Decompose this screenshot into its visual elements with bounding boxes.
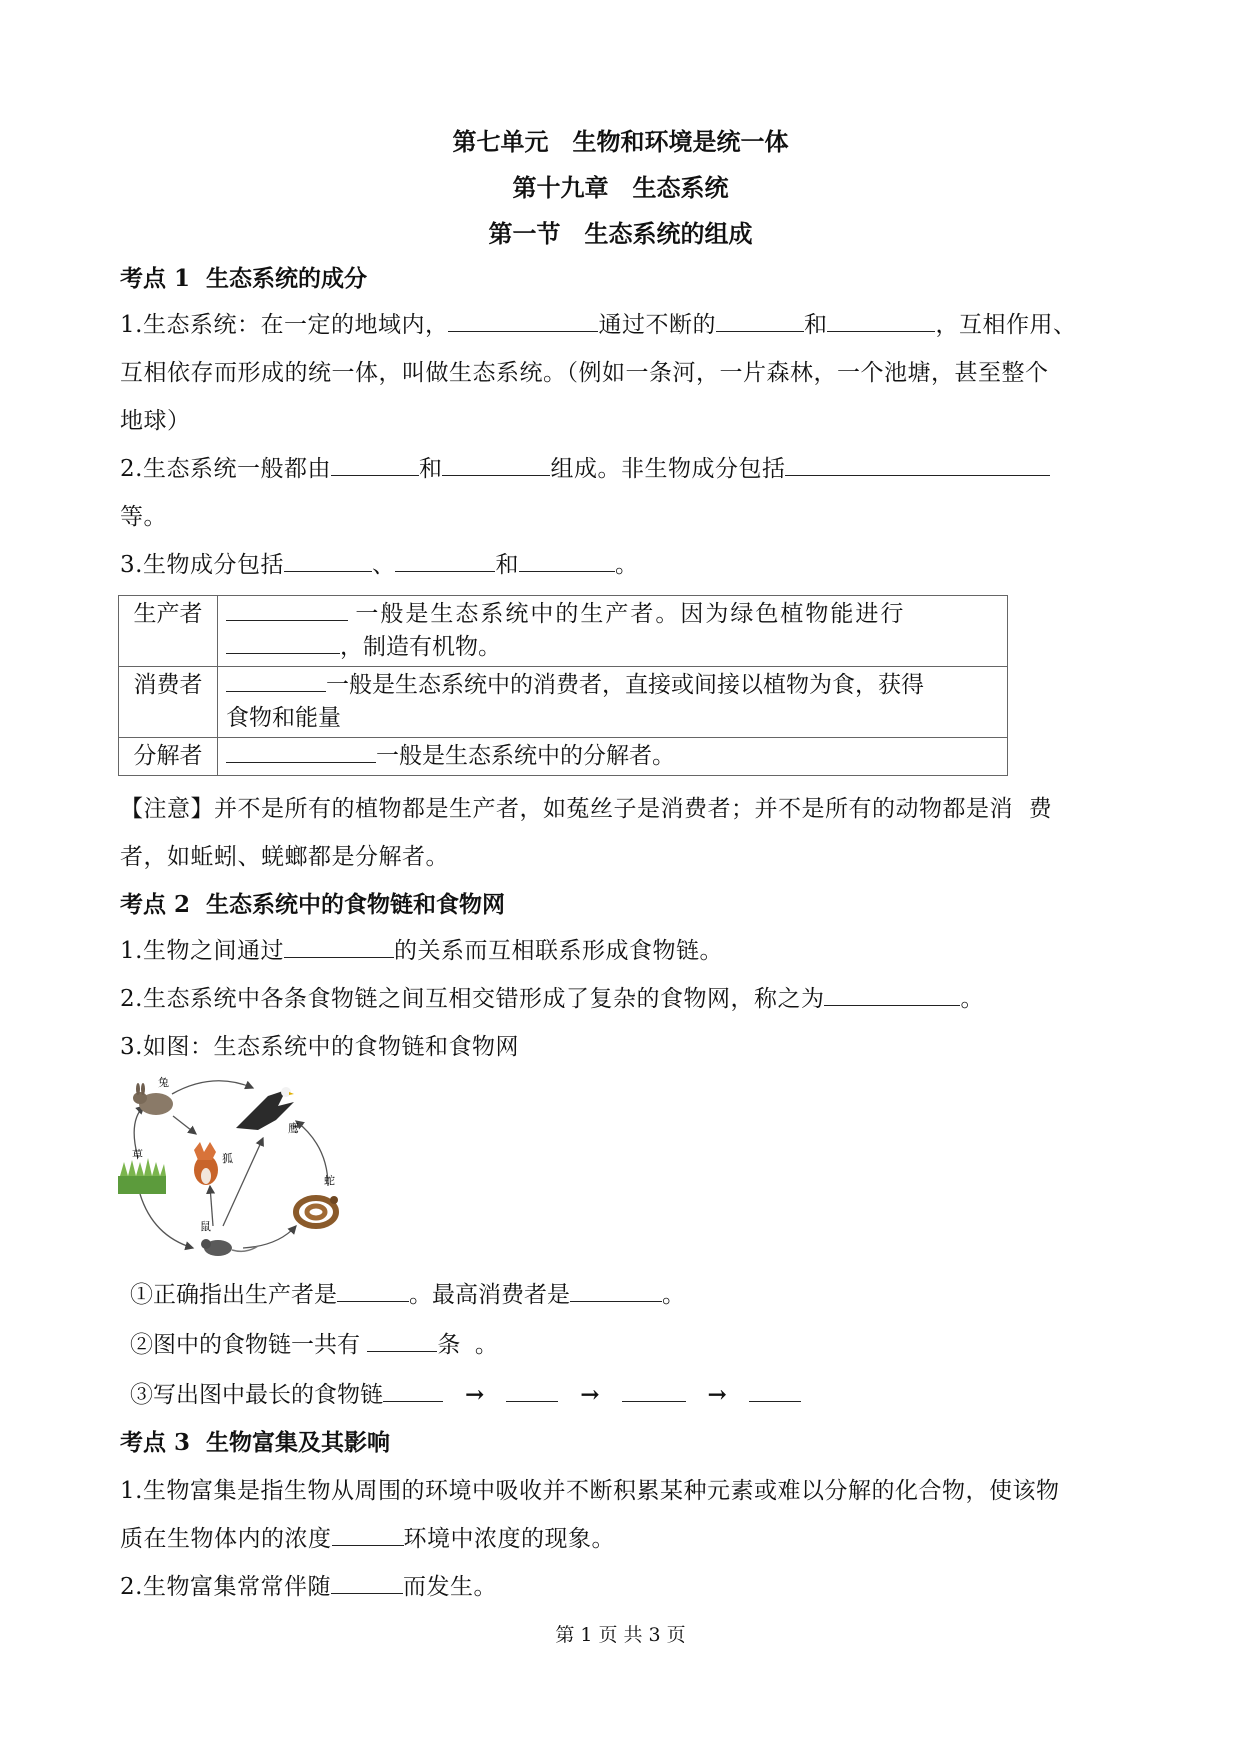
kp1-para3: 3.生物成分包括 、 和 。 [120, 546, 638, 579]
blank [332, 1523, 404, 1546]
food-web-figure [118, 1076, 383, 1262]
kp2-question1: ①正确指出生产者是 。最高消费者是 。 [130, 1276, 685, 1309]
kp1-heading: 考点 1 生态系统的成分 [120, 265, 368, 292]
grass-icon [118, 1158, 166, 1194]
blank [824, 983, 960, 1006]
components-table [118, 595, 1008, 776]
kp2-para2: 2.生态系统中各条食物链之间互相交错形成了复杂的食物网，称之为 。 [120, 980, 984, 1013]
kp2-question3: ③写出图中最长的食物链 → → → [130, 1376, 801, 1409]
label-eagle: 鹰 [288, 1122, 299, 1135]
label-rabbit: 兔 [158, 1076, 169, 1089]
kp1-para1-line1: 1.生态系统：在一定的地域内， 通过不断的 和 ，互相作用、 [120, 306, 1076, 339]
blank [716, 309, 804, 332]
blank [367, 1329, 437, 1352]
kp1-para2-line2: 等。 [120, 504, 167, 530]
kp3-heading: 考点 3 生物富集及其影响 [120, 1429, 391, 1456]
row-label: 消费者 [119, 667, 218, 738]
blank [284, 935, 394, 958]
row-content: 一般是生态系统中的生产者。因为绿色植物能进行 ，制造有机物。 [218, 596, 1008, 667]
row-content: 一般是生态系统中的消费者，直接或间接以植物为食，获得 食物和能量 [218, 667, 1008, 738]
blank [448, 309, 598, 332]
table-row [119, 667, 1008, 738]
blank [284, 549, 372, 572]
row-label: 生产者 [119, 596, 218, 667]
kp3-para2: 2.生物富集常常伴随 而发生。 [120, 1568, 497, 1601]
kp1-para2-line1: 2.生态系统一般都由 和 组成。非生物成分包括 [120, 450, 1050, 483]
blank [395, 549, 495, 572]
arrow-grass-mouse [140, 1194, 193, 1248]
blank [622, 1379, 686, 1402]
blank [519, 549, 615, 572]
snake-icon [296, 1196, 338, 1226]
kp2-question2: ②图中的食物链一共有 条 。 [130, 1326, 498, 1359]
blank [226, 740, 376, 763]
blank [226, 669, 326, 692]
row-content: 一般是生态系统中的分解者。 [218, 738, 1008, 776]
kp1-para1-line3: 地球） [120, 408, 191, 434]
kp2-para1: 1.生物之间通过 的关系而互相联系形成食物链。 [120, 932, 723, 965]
kp1-note-line2: 者，如蚯蚓、蜣螂都是分解者。 [120, 844, 449, 870]
blank [506, 1379, 558, 1402]
arrow-icon: → [580, 1381, 600, 1408]
blank [383, 1379, 443, 1402]
label-fox: 狐 [222, 1152, 233, 1165]
unit-title: 第七单元 生物和环境是统一体 [452, 127, 789, 156]
fox-icon [194, 1142, 218, 1185]
blank [226, 631, 340, 654]
blank [331, 453, 419, 476]
arrow-rabbit-fox [173, 1116, 196, 1134]
blank [331, 1571, 403, 1594]
kp3-para1-line1: 1.生物富集是指生物从周围的环境中吸收并不断积累某种元素或难以分解的化合物，使该物 [120, 1478, 1060, 1504]
arrow-icon: → [464, 1381, 485, 1408]
blank [337, 1279, 409, 1302]
blank [442, 453, 550, 476]
label-snake: 蛇 [324, 1174, 335, 1187]
blank [785, 453, 1050, 476]
section-title: 第一节 生态系统的组成 [488, 219, 753, 248]
kp1-para1-line2: 互相依存而形成的统一体，叫做生态系统。（例如一条河，一片森林，一个池塘，甚至整个 [120, 360, 1049, 386]
eagle-icon [236, 1087, 294, 1130]
label-grass: 草 [132, 1148, 143, 1161]
blank [749, 1379, 801, 1402]
row-label: 分解者 [119, 738, 218, 776]
table-row [119, 738, 1008, 776]
label-mouse: 鼠 [200, 1220, 211, 1233]
arrow-mouse-snake [243, 1226, 296, 1248]
chapter-title: 第十九章 生态系统 [512, 173, 729, 202]
blank [827, 309, 935, 332]
arrow-icon: → [707, 1381, 727, 1408]
table-row [119, 596, 1008, 667]
blank [226, 598, 348, 621]
page-footer: 第 1 页 共 3 页 [555, 1624, 686, 1646]
kp3-para1-line2: 质在生物体内的浓度 环境中浓度的现象。 [120, 1520, 615, 1553]
arrow-rabbit-eagle [172, 1081, 253, 1094]
blank [570, 1279, 662, 1302]
kp1-note-line1: 【注意】并不是所有的植物都是生产者，如菟丝子是消费者；并不是所有的动物都是消 费 [120, 796, 1053, 822]
kp2-heading: 考点 2 生态系统中的食物链和食物网 [120, 891, 506, 918]
kp2-para3: 3.如图：生态系统中的食物链和食物网 [120, 1034, 519, 1060]
